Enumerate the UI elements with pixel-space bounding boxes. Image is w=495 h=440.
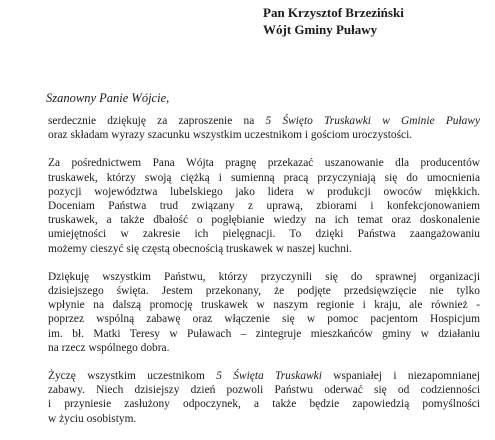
paragraph-2-line: Doceniam Państwa trud związany z uprawą, zbiorami i konfekcjonowaniem xyxy=(48,200,480,213)
paragraph-3 xyxy=(48,270,480,355)
greeting: Szanowny Panie Wójcie, xyxy=(46,91,170,105)
letter-body xyxy=(48,114,480,440)
event-name-italic: 5 Święta Truskawki xyxy=(216,370,322,383)
paragraph-1-line-1 xyxy=(48,114,480,128)
paragraph-3-line: na rzecz wspólnego dobra. xyxy=(48,341,170,354)
paragraph-4-line-1 xyxy=(48,369,480,383)
paragraph-2-line: truskawek, a także dbałość o pogłębianie wiedzy na ich temat oraz doskonalenie xyxy=(48,214,480,227)
paragraph-3-line: Dziękuję wszystkim Państwu, którzy przyczynili się do sprawnej organizacji xyxy=(48,270,480,283)
p4-text: wspaniałej i niezapomnianej xyxy=(321,370,480,383)
paragraph-3-line: im. bł. Matki Teresy w Puławach – zintegruje mieszkańców gminy w działaniu xyxy=(48,327,480,340)
paragraph-3-line: dzisiejszego święta. Jestem przekonany, że podjęte przedsięwzięcie nie tylko xyxy=(48,285,480,298)
paragraph-2 xyxy=(48,156,480,255)
paragraph-2-line: Za pośrednictwem Pana Wójta pragnę przekazać uszanowanie dla producentów xyxy=(48,157,480,170)
paragraph-2-line: truskawek, którzy swoją ciężką i sumienną pracą przyczyniają się do umocnienia xyxy=(48,171,480,184)
paragraph-4-line-4: w życiu osobistym. xyxy=(48,412,137,425)
addressee-block xyxy=(263,4,483,38)
event-name-italic: 5 Święto Truskawki w Gminie Puławy xyxy=(265,115,480,127)
paragraph-1-line-2: oraz składam wyrazy szacunku wszystkim uczestnikom i gościom uroczystości. xyxy=(48,129,413,142)
paragraph-4-line-2: zabawy. Niech dzisiejszy dzień pozwoli Państwu oderwać się od codzienności xyxy=(48,384,480,397)
paragraph-2-line: umiejętności w zakresie ich pielęgnacji. To dzięki Państwa zaangażowaniu xyxy=(48,228,480,241)
paragraph-3-line: poprzez wspólną zabawę oraz włączenie się w pomoc pacjentom Hospicjum xyxy=(48,313,480,326)
addressee-title: Wójt Gminy Puławy xyxy=(263,22,378,37)
paragraph-3-line: wpłynie na dalszą promocję truskawek w naszym regionie i kraju, ale również - xyxy=(48,299,480,312)
paragraph-4 xyxy=(48,369,480,426)
p4-text: Życzę wszystkim uczestnikom xyxy=(48,370,217,383)
p1-text: serdecznie dziękuję za zaproszenie na xyxy=(48,115,266,127)
paragraph-2-line: możemy cieszyć się częstą obecnością truskawek w naszej kuchni. xyxy=(48,242,352,255)
addressee-name: Pan Krzysztof Brzeziński xyxy=(263,5,404,20)
paragraph-1 xyxy=(48,114,480,142)
paragraph-4-line-3: i przyniesie zasłużony odpoczynek, a także będzie zapowiedzią pomyślności xyxy=(48,398,480,411)
paragraph-2-line: pozycji województwa lubelskiego jako lidera w produkcji owoców miękkich. xyxy=(48,185,480,198)
